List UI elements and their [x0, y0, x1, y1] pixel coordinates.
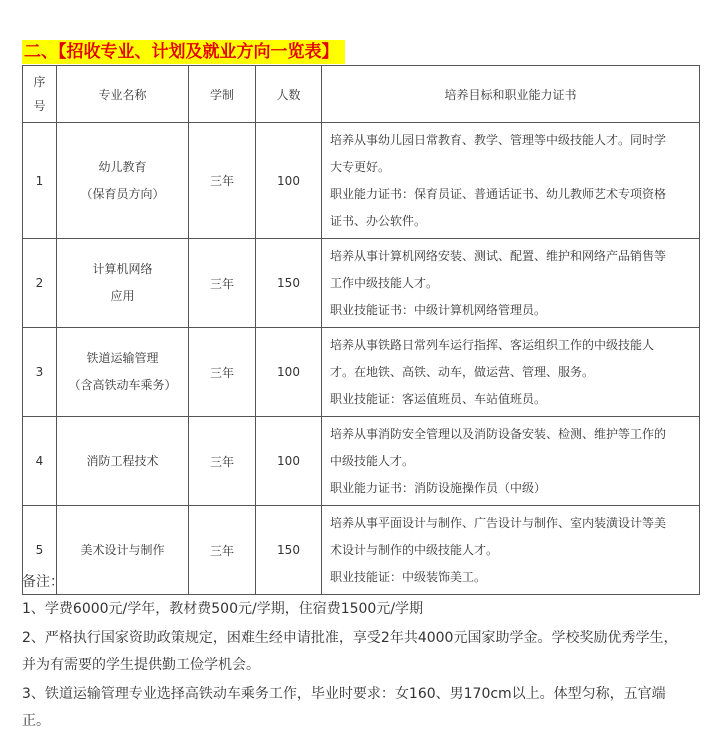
table-row [23, 123, 700, 239]
row-major-name: 计算机网络 应用 [57, 239, 189, 328]
row-seq: 3 [23, 328, 57, 417]
header-duration: 学制 [189, 66, 256, 123]
enrollment-table [22, 65, 700, 595]
notes-label: 备注： [22, 574, 64, 590]
header-goal: 培养目标和职业能力证书 [322, 66, 700, 123]
row-goal: 培养从事消防安全管理以及消防设备安装、检测、维护等工作的 中级技能人才。 职业能力证书：消防设施操作员（中级） [322, 417, 700, 506]
table-row [23, 417, 700, 506]
header-seq: 序 号 [23, 66, 57, 123]
row-major-name: 美术设计与制作 [57, 506, 189, 595]
row-seq: 5 [23, 506, 57, 595]
row-count: 100 [256, 328, 322, 417]
row-count: 150 [256, 239, 322, 328]
row-seq: 4 [23, 417, 57, 506]
row-duration: 三年 [189, 506, 256, 595]
row-count: 100 [256, 123, 322, 239]
row-seq: 1 [23, 123, 57, 239]
row-major-name: 幼儿教育 （保育员方向） [57, 123, 189, 239]
row-major-name: 铁道运输管理 （含高铁动车乘务） [57, 328, 189, 417]
notes-section [22, 570, 712, 735]
row-count: 100 [256, 417, 322, 506]
row-duration: 三年 [189, 328, 256, 417]
note-item: 1、学费6000元/学年，教材费500元/学期，住宿费1500元/学期 [22, 601, 424, 617]
row-major-name: 消防工程技术 [57, 417, 189, 506]
header-major: 专业名称 [57, 66, 189, 123]
row-goal: 培养从事平面设计与制作、广告设计与制作、室内装潢设计等美 术设计与制作的中级技能人才。 职业技能证：中级装饰美工。 [322, 506, 700, 595]
row-seq: 2 [23, 239, 57, 328]
section-title: 二、【招收专业、计划及就业方向一览表】 [22, 40, 345, 64]
row-goal: 培养从事幼儿园日常教育、教学、管理等中级技能人才。同时学 大专更好。 职业能力证书：保育员证、普通话证书、幼儿教师艺术专项资格 证书、办公软件。 [322, 123, 700, 239]
table-row [23, 239, 700, 328]
table-row [23, 328, 700, 417]
row-duration: 三年 [189, 123, 256, 239]
note-item: 2、严格执行国家资助政策规定，困难生经申请批准，享受2年共4000元国家助学金。学校奖励优秀学生， 并为有需要的学生提供勤工俭学机会。 [22, 630, 678, 673]
row-goal: 培养从事铁路日常列车运行指挥、客运组织工作的中级技能人 才。在地铁、高铁、动车，做运营、管理、服务。 职业技能证：客运值班员、车站值班员。 [322, 328, 700, 417]
row-goal: 培养从事计算机网络安装、测试、配置、维护和网络产品销售等 工作中级技能人才。 职业技能证书：中级计算机网络管理员。 [322, 239, 700, 328]
row-duration: 三年 [189, 239, 256, 328]
header-count: 人数 [256, 66, 322, 123]
row-duration: 三年 [189, 417, 256, 506]
table-header-row [23, 66, 700, 123]
row-count: 150 [256, 506, 322, 595]
note-item: 3、铁道运输管理专业选择高铁动车乘务工作，毕业时要求：女160、男170cm以上。体型匀称，五官端 正。 [22, 686, 666, 729]
